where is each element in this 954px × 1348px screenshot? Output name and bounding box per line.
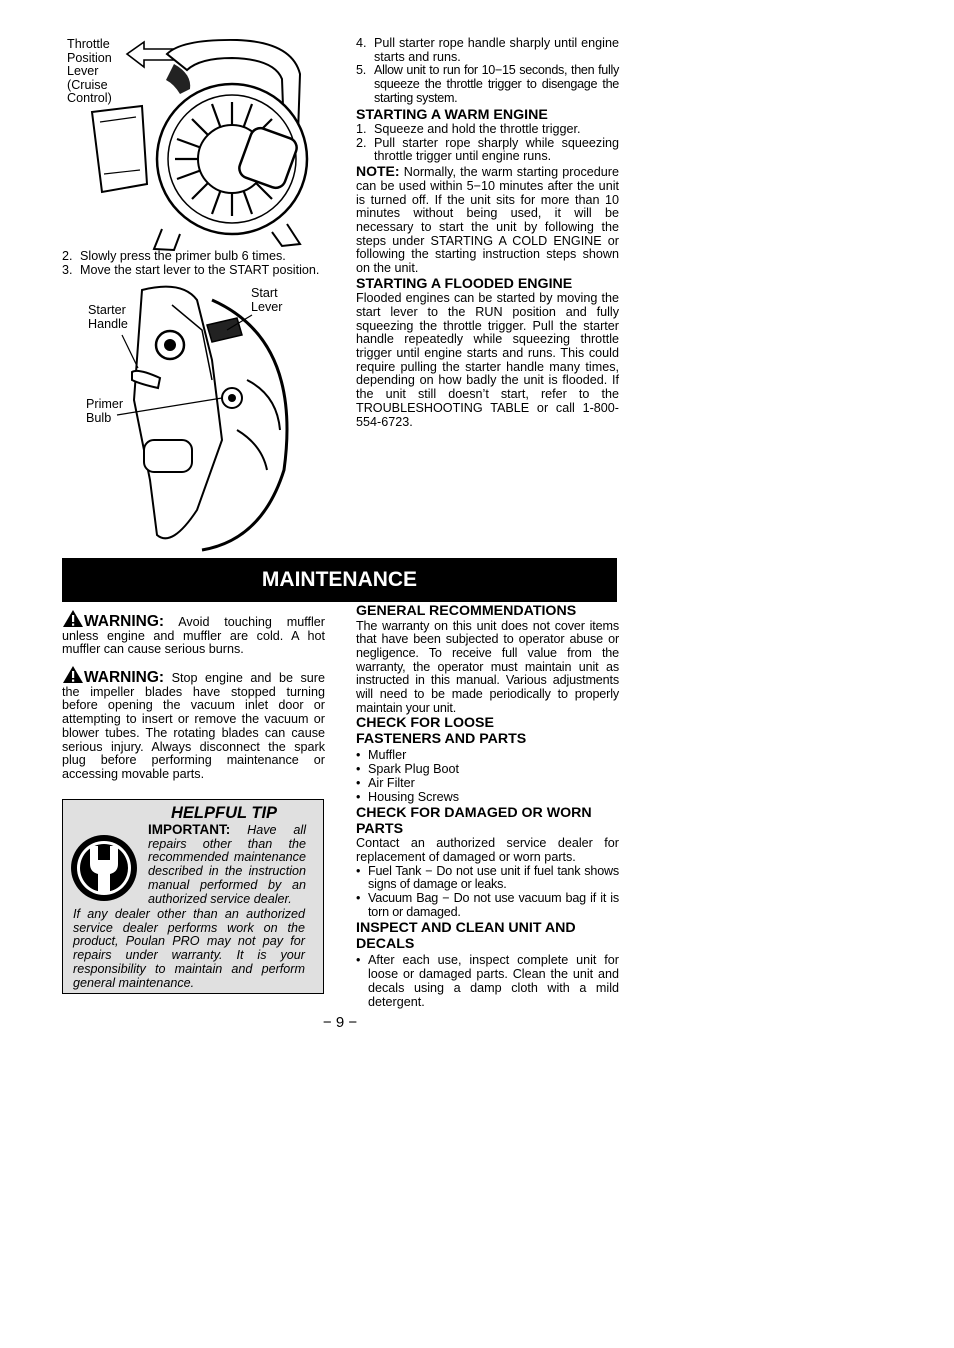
helpful-tip-box [62,799,324,994]
throttle-label: Throttle Position Lever (Cruise Control) [67,37,112,106]
list-item: • Housing Screws [356,789,459,804]
throttle-figure [62,34,332,252]
inspect-list [356,954,619,1009]
damaged-list [356,865,619,920]
warm-engine-heading: STARTING A WARM ENGINE [356,106,548,123]
flooded-engine-text: Flooded engines can be started by moving the start lever to the RUN position and fully squeezing the throttle trigger. Pull the starter handle repeatedly while squeezing throttle trigger until engine starts and runs. This could require pulling the starter handle many times, depending on how badly the unit is flooded. If the unit still doesn’t start, refer to the TROUBLESHOOTING TABLE or call 1-800-554-6723. [356,291,619,429]
page-number: − 9 − [322,1014,358,1031]
engine-side-illustration [62,280,332,555]
list-item: • Muffler [356,748,407,763]
list-item: • Air Filter [356,775,415,790]
warning-muffler: WARNING: Avoid touching muffler unless engine and muffler are cold. A hot muffler can cause serious burns. [62,609,325,657]
right-column-bottom [356,604,619,1009]
step-item: 1. Squeeze and hold the throttle trigger. [356,122,581,137]
loose-list [356,749,619,804]
list-item: • Fuel Tank − Do not use unit if fuel tank shows signs of damage or leaks. [356,863,619,892]
general-text: The warranty on this unit does not cover items that have been subjected to operator abuse or negligence. To receive full value from the warranty, the operator must maintain unit as instructed in this manual. Various adjustments will need to be made periodically to properly maintain your unit. [356,618,619,715]
warning-triangle-icon [62,609,84,628]
list-item: • Vacuum Bag − Do not use vacuum bag if it is torn or damaged. [356,891,619,919]
warning-impeller: WARNING: Stop engine and be sure the impeller blades have stopped turning before opening the vacuum inlet door or attempting to insert or remove the vacuum or blower tubes. The rotating blades can cause serious injury. Always disconnect the spark plug before performing maintenance or accessing movable parts. [62,665,325,782]
list-item: • After each use, inspect complete unit for loose or damaged parts. Clean the unit and decals using a damp cloth with a mild detergent. [356,953,619,1009]
list-item: • Spark Plug Boot [356,762,460,777]
maintenance-banner: MAINTENANCE [62,558,617,602]
blower-engine-illustration [62,34,332,252]
step-item: 3. Move the start lever to the START position. [62,262,320,277]
step-item: 4. Pull starter rope handle sharply until engine starts and runs. [356,36,619,64]
damaged-heading: CHECK FOR DAMAGED OR WORN PARTS [356,805,592,837]
warning-triangle-icon [62,665,84,684]
start-lever-figure [62,280,332,555]
loose-heading: CHECK FOR LOOSE FASTENERS AND PARTS [356,715,527,747]
tip-body: If any dealer other than an authorized service dealer performs work on the product, Poulan PRO may not pay for repairs under warranty. It is your responsibility to maintain and perform general maintenance. [73,907,305,990]
wrench-icon [68,832,140,904]
step-item: 2. Pull starter rope sharply while squeezing throttle trigger until engine runs. [356,135,619,164]
general-heading: GENERAL RECOMMENDATIONS [356,603,577,619]
tip-title: HELPFUL TIP [171,804,278,822]
flooded-engine-heading: STARTING A FLOODED ENGINE [356,275,573,292]
tip-important: IMPORTANT: Have all repairs other than the recommended maintenance described in the instruction manual performed by an authorized service dealer. [148,822,306,906]
right-column-top [356,37,619,429]
step-item: 5. Allow unit to run for 10−15 seconds, then fully squeeze the throttle trigger to disengage the starting system. [356,63,619,105]
steps-left [62,250,332,277]
primer-bulb-label: Primer Bulb [86,397,124,425]
start-lever-label: Start Lever [251,286,283,314]
starter-handle-label: Starter Handle [88,303,128,331]
note-paragraph: NOTE: Normally, the warm starting procedure can be used within 5−10 minutes after the unit is turned off. If the unit sits for more than 10 minutes without being used, it will be necessary to start the unit by following the steps under STARTING A COLD ENGINE or following the starting instruction steps shown on the unit. [356,163,619,276]
damaged-text: Contact an authorized service dealer for replacement of damaged or worn parts. [356,836,619,864]
step-item: 2. Slowly press the primer bulb 6 times. [62,249,286,263]
inspect-heading: INSPECT AND CLEAN UNIT AND DECALS [356,920,576,952]
